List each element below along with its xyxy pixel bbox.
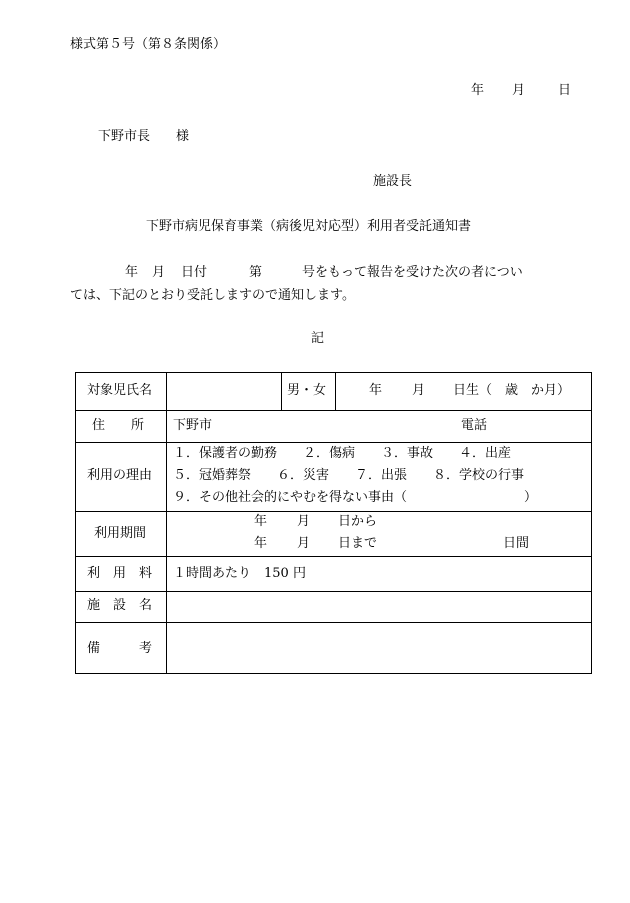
body-line-1 bbox=[125, 265, 523, 281]
fee-value: １時間あたり 150 円 bbox=[173, 566, 306, 581]
body-year: 年 bbox=[125, 265, 139, 280]
period-days: 日間 bbox=[503, 536, 530, 551]
body-month: 月 bbox=[152, 265, 166, 280]
form-number: 様式第５号（第８条関係） bbox=[70, 37, 227, 52]
birth-month: 月 bbox=[412, 383, 426, 398]
period-from-month: 月 bbox=[297, 514, 311, 529]
column-divider bbox=[281, 373, 282, 410]
address-value: 下野市 bbox=[173, 418, 213, 433]
row-divider bbox=[76, 511, 591, 512]
birth-year: 年 bbox=[369, 383, 383, 398]
date-line bbox=[471, 83, 571, 99]
gender-choice: 男・女 bbox=[287, 383, 327, 398]
reason-row-2: ５．冠婚葬祭 ６．災害 ７．出張 ８．学校の行事 bbox=[173, 468, 525, 483]
fee-label: 利 用 料 bbox=[87, 566, 153, 581]
body-line-2: ては、下記のとおり受託しますので通知します。 bbox=[70, 288, 355, 303]
body-day: 日付 bbox=[181, 265, 208, 280]
period-from-year: 年 bbox=[254, 514, 268, 529]
row-divider bbox=[76, 410, 591, 411]
info-table bbox=[75, 372, 592, 674]
body-rest: 号をもって報告を受けた次の者につい bbox=[302, 265, 523, 280]
period-to-year: 年 bbox=[254, 536, 268, 551]
row-divider bbox=[76, 556, 591, 557]
row-divider bbox=[76, 591, 591, 592]
birth-rest: 日生（ 歳 か月） bbox=[453, 383, 571, 398]
facility-label: 施 設 名 bbox=[87, 598, 153, 613]
document-title: 下野市病児保育事業（病後児対応型）利用者受託通知書 bbox=[146, 219, 472, 234]
child-name-label: 対象児氏名 bbox=[87, 383, 153, 398]
body-no: 第 bbox=[249, 265, 263, 280]
reason-row-3: ９．その他社会的にやむを得ない事由（ ） bbox=[173, 490, 538, 505]
column-divider bbox=[166, 373, 167, 673]
reason-label: 利用の理由 bbox=[87, 468, 153, 483]
period-to-month: 月 bbox=[297, 536, 311, 551]
remarks-label: 備 考 bbox=[87, 641, 153, 656]
address-label: 住 所 bbox=[92, 418, 145, 433]
period-from-rest: 日から bbox=[338, 514, 378, 529]
date-year: 年 bbox=[471, 83, 485, 98]
column-divider bbox=[335, 373, 336, 410]
phone-label: 電話 bbox=[461, 418, 488, 433]
row-divider bbox=[76, 442, 591, 443]
addressee: 下野市長 様 bbox=[98, 129, 190, 144]
date-month: 月 bbox=[512, 83, 526, 98]
reason-row-1: １．保護者の勤務 ２．傷病 ３．事故 ４．出産 bbox=[173, 446, 512, 461]
sender: 施設長 bbox=[373, 174, 413, 189]
date-day: 日 bbox=[558, 83, 572, 98]
period-label: 利用期間 bbox=[94, 526, 147, 541]
ki-mark: 記 bbox=[311, 331, 325, 346]
row-divider bbox=[76, 622, 591, 623]
period-to-rest: 日まで bbox=[338, 536, 378, 551]
